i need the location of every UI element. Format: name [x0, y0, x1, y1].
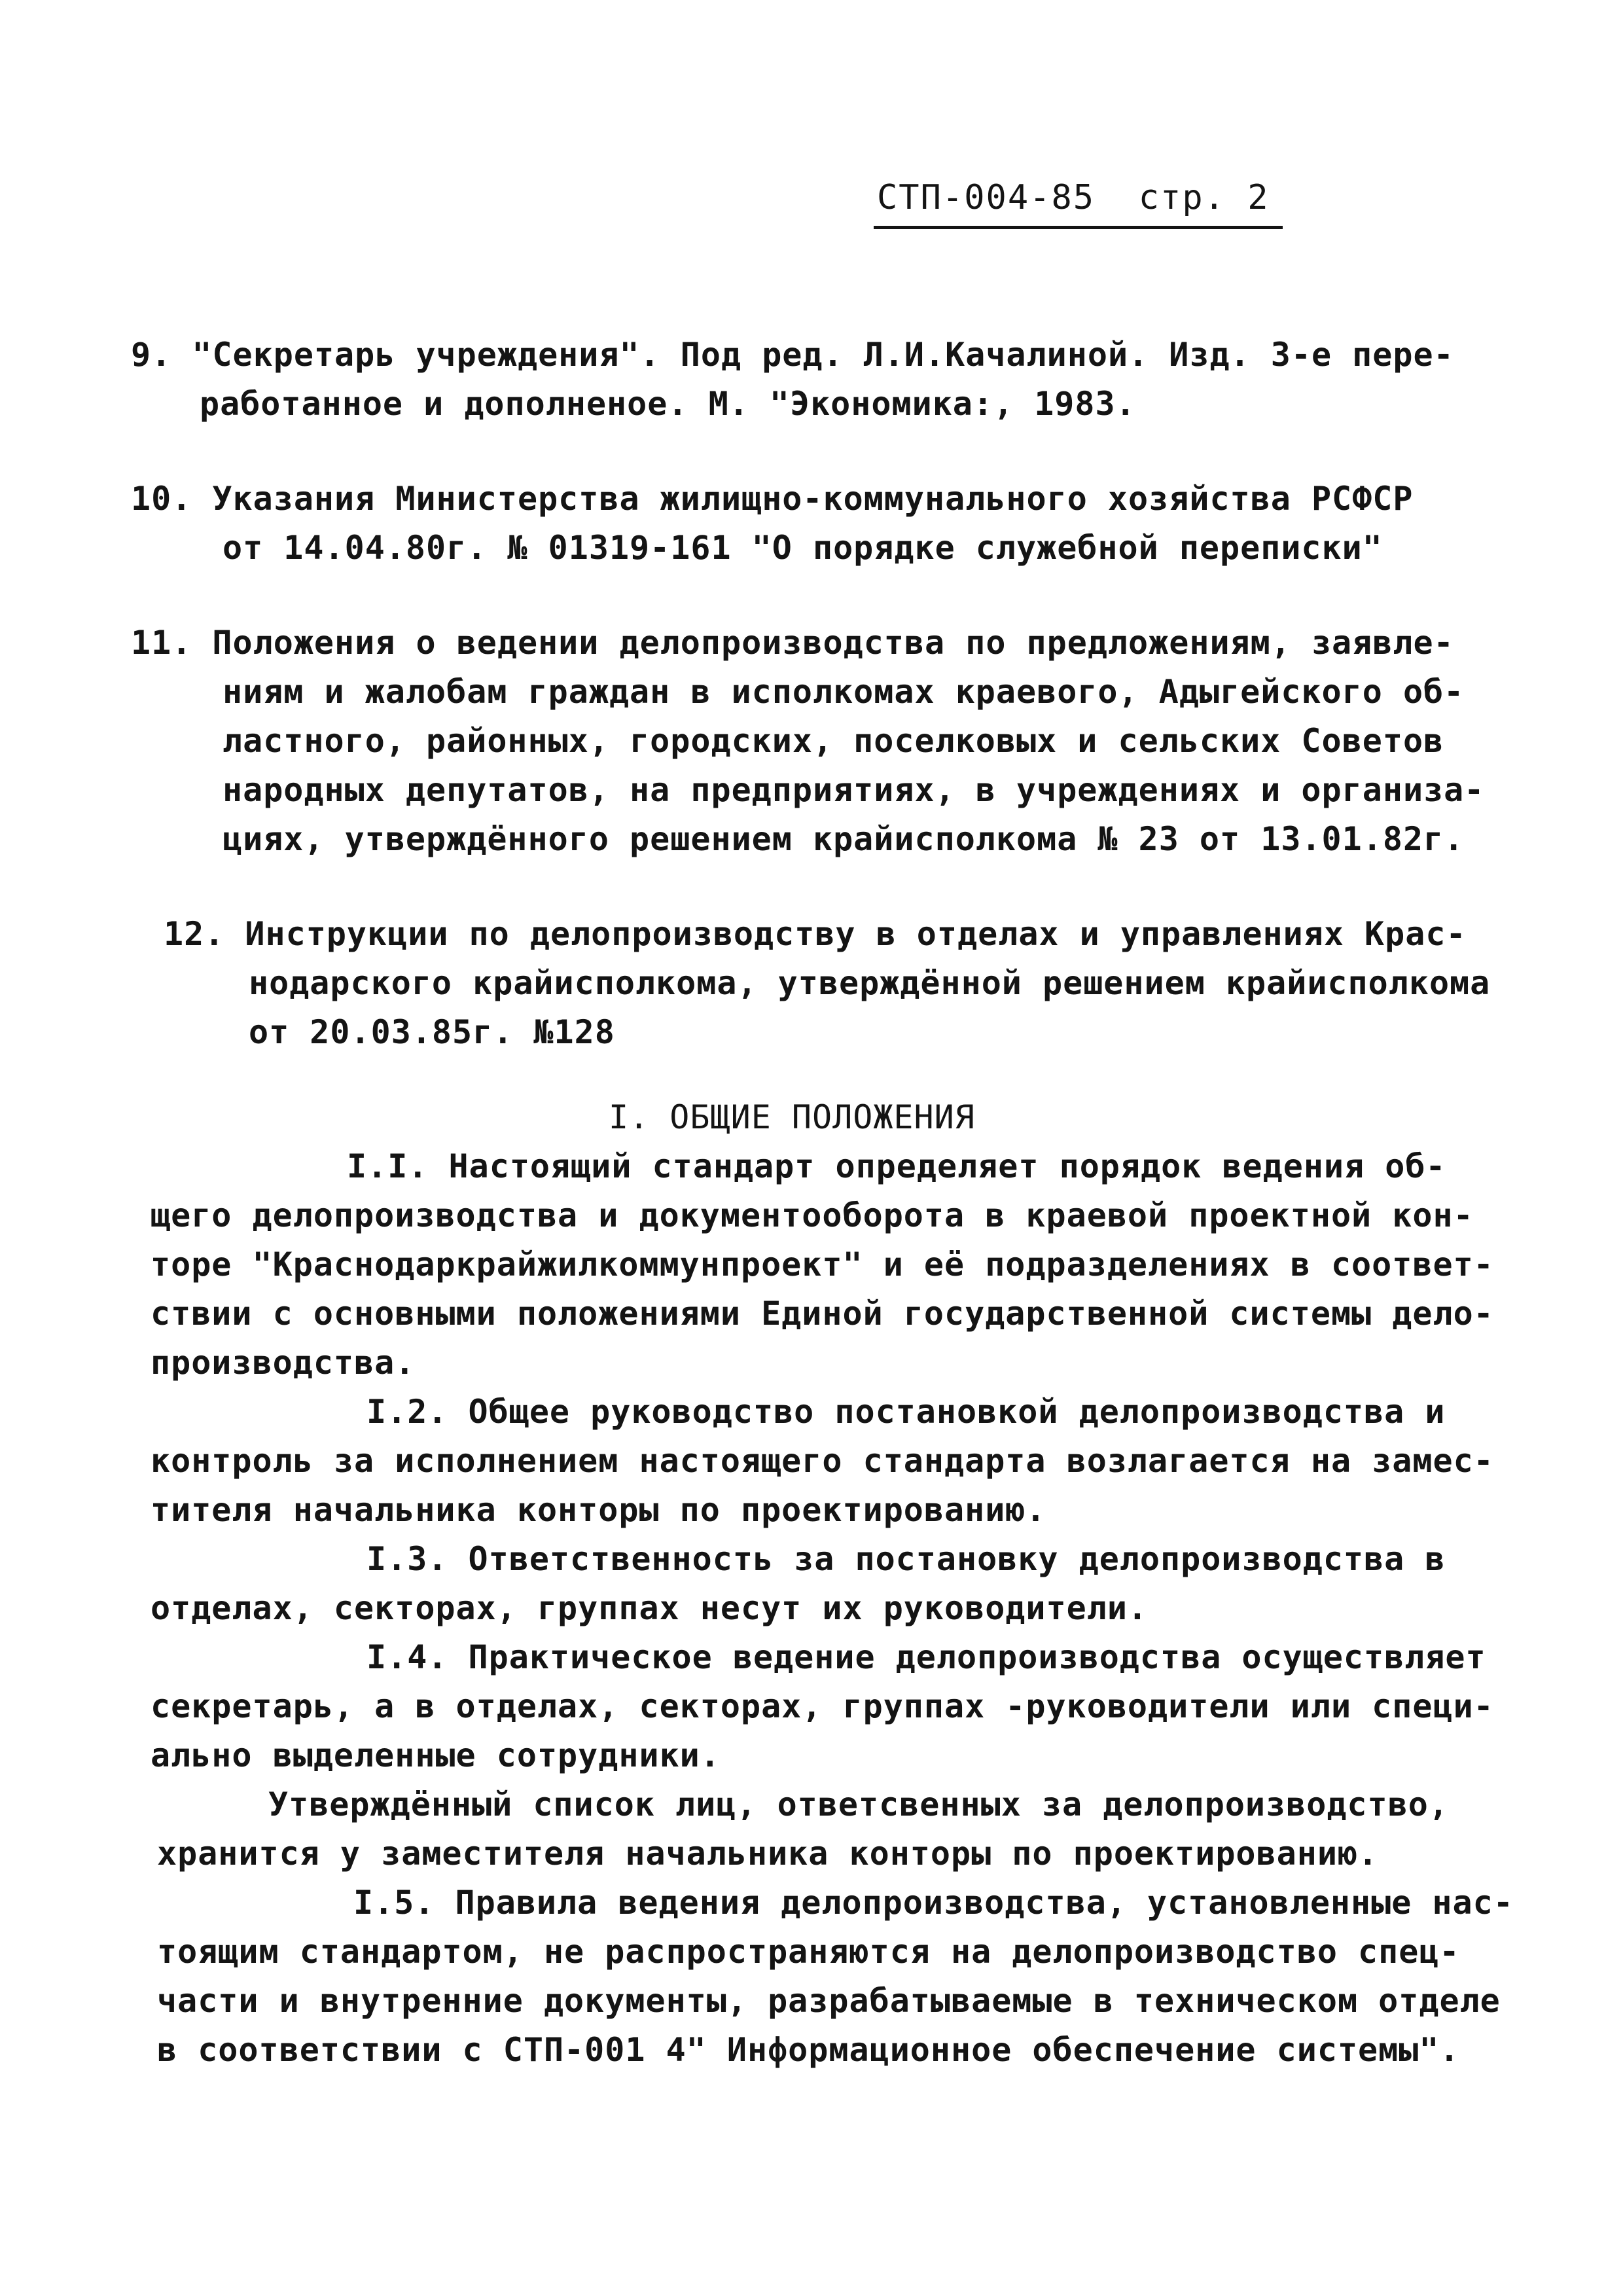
reference-11-line-1 [131, 619, 1454, 667]
paragraph-1-2-line-3: тителя начальника конторы по проектированию. [151, 1491, 1046, 1529]
reference-text: Положения о ведении делопроизводства по предложениям, заявле- [212, 624, 1454, 662]
paragraph-1-3-line-1: I.3. Ответственность за постановку делопроизводства в [366, 1540, 1446, 1578]
reference-12-line-3: от 20.03.85г. №128 [249, 1013, 615, 1051]
reference-number: 9. [131, 336, 172, 374]
reference-10-line-2: от 14.04.80г. № 01319-161 "О порядке служебной переписки" [223, 529, 1383, 567]
paragraph-list-line-2: хранится у заместителя начальника конторы по проектированию. [157, 1835, 1379, 1873]
reference-number: 11. [131, 624, 192, 662]
reference-12-line-1 [164, 910, 1467, 958]
reference-9-line-1 [131, 331, 1454, 379]
paragraph-list-line-1: Утверждённый список лиц, ответсвенных за делопроизводство, [268, 1785, 1449, 1823]
header-underline [874, 226, 1283, 229]
paragraph-1-4-line-2: секретарь, а в отделах, секторах, группах -руководители или специ- [151, 1687, 1494, 1725]
paragraph-1-4-line-1: I.4. Практическое ведение делопроизводства осуществляет [366, 1638, 1486, 1676]
reference-text: Указания Министерства жилищно-коммунального хозяйства РСФСР [212, 480, 1414, 518]
reference-12-line-2: нодарского крайисполкома, утверждённой решением крайисполкома [249, 964, 1491, 1002]
reference-11-line-2: ниям и жалобам граждан в исполкомах краевого, Адыгейского об- [223, 673, 1465, 711]
paragraph-1-4-line-3: ально выделенные сотрудники. [151, 1736, 721, 1774]
reference-number: 12. [164, 915, 225, 953]
paragraph-1-2-line-2: контроль за исполнением настоящего стандарта возлагается на замес- [151, 1442, 1494, 1480]
section-title: I. ОБЩИЕ ПОЛОЖЕНИЯ [609, 1098, 975, 1136]
doc-code: СТП-004-85 [877, 178, 1096, 217]
paragraph-1-1-line-1: I.I. Настоящий стандарт определяет порядок ведения об- [347, 1147, 1446, 1185]
reference-text: Инструкции по делопроизводству в отделах и управлениях Крас- [245, 915, 1467, 953]
paragraph-1-5-line-4: в соответствии с СТП-001 4" Информационное обеспечение системы". [157, 2031, 1460, 2069]
paragraph-1-5-line-3: части и внутренние документы, разрабатываемые в техническом отделе [157, 1982, 1501, 2020]
paragraph-1-1-line-5: производства. [151, 1344, 416, 1382]
paragraph-1-3-line-2: отделах, секторах, группах несут их руководители. [151, 1589, 1149, 1627]
page-number-label: стр. 2 [1138, 178, 1270, 217]
paragraph-1-5-line-2: тоящим стандартом, не распространяются на делопроизводство спец- [157, 1933, 1460, 1971]
paragraph-1-5-line-1: I.5. Правила ведения делопроизводства, установленные нас- [353, 1884, 1514, 1922]
reference-11-line-3: ластного, районных, городских, поселковых и сельских Советов [223, 722, 1444, 760]
reference-10-line-1 [131, 475, 1413, 523]
paragraph-1-1-line-2: щего делопроизводства и документооборота в краевой проектной кон- [151, 1196, 1474, 1234]
reference-number: 10. [131, 480, 192, 518]
reference-9-line-2: работанное и дополненое. М. "Экономика:, 1983. [200, 385, 1136, 423]
page-header [877, 178, 1270, 217]
reference-11-line-4: народных депутатов, на предприятиях, в учреждениях и организа- [223, 771, 1485, 809]
paragraph-1-2-line-1: I.2. Общее руководство постановкой делопроизводства и [366, 1393, 1446, 1431]
paragraph-1-1-line-3: торе "Краснодаркрайжилкоммунпроект" и её подразделениях в соответ- [151, 1246, 1494, 1283]
reference-11-line-5: циях, утверждённого решением крайисполкома № 23 от 13.01.82г. [223, 820, 1465, 858]
reference-text: "Секретарь учреждения". Под ред. Л.И.Качалиной. Изд. 3-е пере- [192, 336, 1454, 374]
paragraph-1-1-line-4: ствии с основными положениями Единой государственной системы дело- [151, 1295, 1494, 1333]
